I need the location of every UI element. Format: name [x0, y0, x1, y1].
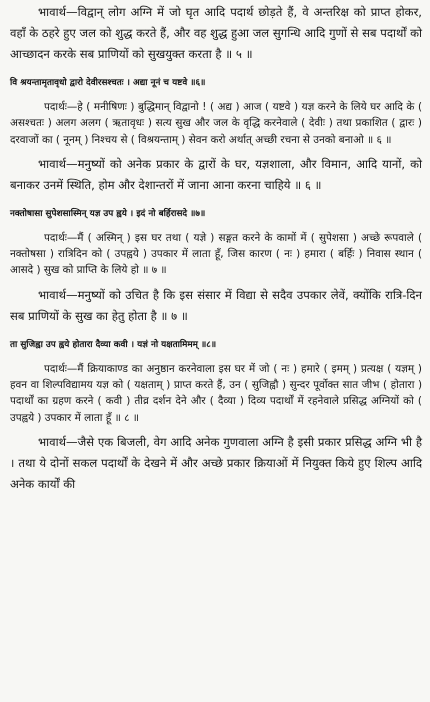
mantra-6: वि श्रयन्तामृतावृधो द्वारो देवीरसश्चतः । अद्या नूनं च यष्टवे ॥६॥ — [10, 78, 206, 88]
bhavarth-paragraph-5: भावार्थ—विद्वान् लोग अग्नि में जो घृत आदि पदार्थ छोड़ते हैं, वे अन्तरिक्ष को प्राप्त होकर, वहाँ के ठहरे हुए जल को शुद्ध करते हैं, और वह शुद्ध हुआ जल सुगन्धि आदि गुणों से सब पदार्थों को आच्छादन करके सब प्राणियों को सुखयुक्त करता है ॥ ५ ॥ — [10, 5, 422, 61]
bhavarth-paragraph-8: भावार्थ—जैसे एक बिजली, वेग आदि अनेक गुणवाला अग्नि है इसी प्रकार प्रसिद्ध अग्नि भी है । तथा ये दोनों सकल पदार्थों के देखने में और अच्छे प्रकार क्रियाओं में नियुक्त किये हुए शिल्प आदि अनेक कार्यों की — [10, 434, 422, 491]
padarth-paragraph-8: पदार्थः—मैं क्रियाकाण्ड का अनुष्ठान करनेवाला इस घर में जो ( नः ) हमारे ( इमम् ) प्रत्यक्ष ( यज्ञम् ) हवन वा शिल्पविद्यामय यज्ञ को ( यक्षताम् ) प्राप्त करते हैं, उन ( सुजिह्वौ ) सुन्दर पूर्वोक्त सात जीभ ( होतारा ) पदार्थों का ग्रहण करने ( कवी ) तीव्र दर्शन देने और ( दैव्या ) दिव्य पदार्थों में रहनेवाले प्रसिद्ध अग्नियों को ( उपह्वये ) उपकार में लाता हूँ ॥ ८ ॥ — [10, 362, 422, 424]
mantra-7: नक्तोषासा सुपेशसास्मिन् यज्ञ उप ह्वये । इदं नो बर्हिरासदे ॥७॥ — [10, 208, 206, 219]
padarth-paragraph-6: पदार्थः—हे ( मनीषिणः ) बुद्धिमान् विद्वानो ! ( अद्य ) आज ( यष्टवे ) यज्ञ करने के लिये घर आदि के ( असश्चतः ) अलग अलग ( ऋतावृधः ) सत्य सुख और जल के वृद्धि करनेवाले ( देवीः ) तथा प्रकाशित ( द्वारः ) दरवाजों का ( नूनम् ) निश्चय से ( विश्रयन्ताम् ) सेवन करो अर्थात् अच्छी रचना से उनको बनाओ ॥ ६ ॥ — [10, 101, 422, 146]
mantra-8: ता सुजिह्वा उप ह्वये होतारा दैव्या कवी । यज्ञं नो यक्षतामिमम् ॥८॥ — [10, 339, 217, 350]
bhavarth-paragraph-6: भावार्थ—मनुष्यों को अनेक प्रकार के द्वारों के घर, यज्ञशाला, और विमान, आदि यानों, को बनाकर उनमें स्थिति, होम और देशान्तरों में जाना आना करना चाहिये ॥ ६ ॥ — [10, 156, 422, 192]
padarth-paragraph-7: पदार्थः—मैं ( अस्मिन् ) इस घर तथा ( यज्ञे ) सङ्गत करने के कामों में ( सुपेशसा ) अच्छे रूपवाले ( नक्तोषसा ) रात्रिदिन को ( उपह्वये ) उपकार में लाता हूँ, जिस कारण ( नः ) हमारा ( बर्हिः ) निवास स्थान ( आसदे ) सुख को प्राप्ति के लिये हो ॥ ७ ॥ — [10, 231, 422, 277]
bhavarth-paragraph-7: भावार्थ—मनुष्यों को उचित है कि इस संसार में विद्या से सदैव उपकार लेवें, क्योंकि रात्रि-दिन सब प्राणियों के सुख का हेतु होता है ॥ ७ ॥ — [10, 287, 422, 323]
